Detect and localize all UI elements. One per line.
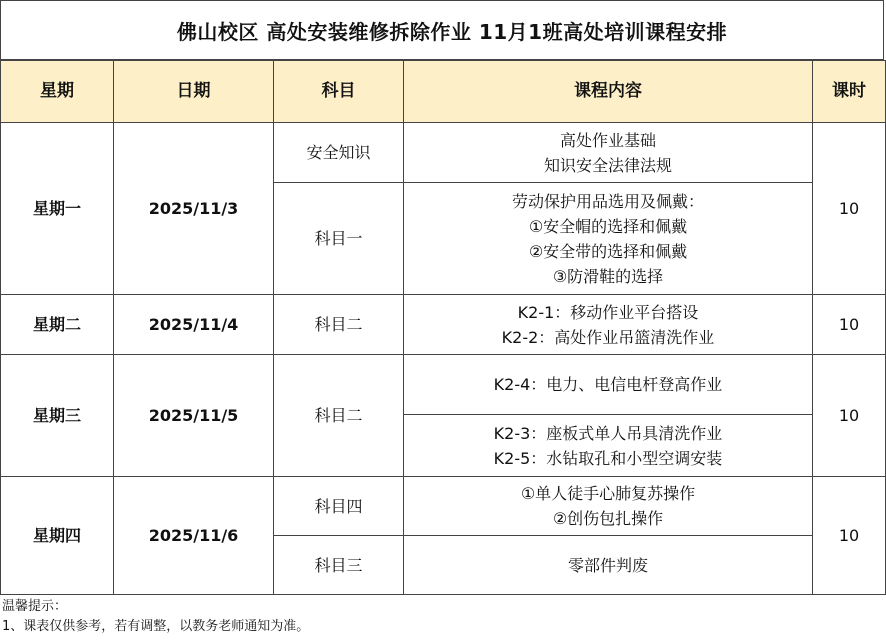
content-line: K2-2：高处作业吊篮清洗作业 [501, 327, 715, 347]
table-row [1, 477, 886, 536]
content-line: ③防滑鞋的选择 [552, 266, 664, 286]
header-subject: 科目 [274, 61, 404, 123]
hours-cell: 10 [813, 123, 886, 295]
subject-cell: 科目三 [274, 536, 404, 595]
content-cell [404, 123, 813, 183]
sheet-title-text: 佛山校区 高处安装维修拆除作业 11月1班高处培训课程安排 [176, 19, 728, 44]
content-line: 劳动保护用品选用及佩戴： [511, 191, 704, 211]
content-cell [404, 295, 813, 355]
subject-cell: 科目二 [274, 295, 404, 355]
hours-cell: 10 [813, 355, 886, 477]
hours-cell: 10 [813, 477, 886, 595]
content-line: ②创伤包扎操作 [552, 509, 664, 528]
content-line: ①单人徒手心肺复苏操作 [520, 484, 696, 503]
date-cell: 2025/11/6 [114, 477, 274, 595]
subject-cell: 科目一 [274, 183, 404, 295]
sheet-title [0, 0, 884, 60]
table-row [1, 355, 886, 415]
table-row [1, 295, 886, 355]
schedule-table [0, 60, 886, 595]
date-cell: 2025/11/5 [114, 355, 274, 477]
content-line: K2-3：座板式单人吊具清洗作业 [493, 423, 723, 443]
content-line: ①安全帽的选择和佩戴 [528, 216, 688, 236]
content-cell [404, 355, 813, 415]
date-cell: 2025/11/4 [114, 295, 274, 355]
content-line: 高处作业基础 [559, 130, 656, 150]
weekday-cell: 星期三 [1, 355, 114, 477]
content-line: K2-1：移动作业平台搭设 [517, 302, 699, 322]
content-line: K2-4：电力、电信电杆登高作业 [493, 375, 723, 394]
content-line: K2-5：水钻取孔和小型空调安装 [493, 448, 723, 468]
weekday-cell: 星期二 [1, 295, 114, 355]
content-cell [404, 536, 813, 595]
notes-heading: 温馨提示： [2, 599, 68, 614]
content-line: 知识安全法律法规 [543, 155, 672, 175]
content-cell [404, 183, 813, 295]
header-content: 课程内容 [404, 61, 813, 123]
header-weekday: 星期 [1, 61, 114, 123]
header-date: 日期 [114, 61, 274, 123]
content-line: 零部件判废 [567, 555, 648, 575]
subject-cell: 安全知识 [274, 123, 404, 183]
notes [2, 597, 309, 637]
header-hours: 课时 [813, 61, 886, 123]
header-row [1, 61, 886, 123]
table-row [1, 123, 886, 183]
content-cell [404, 415, 813, 477]
content-line: ②安全带的选择和佩戴 [528, 241, 688, 261]
date-cell: 2025/11/3 [114, 123, 274, 295]
subject-cell: 科目四 [274, 477, 404, 536]
subject-cell: 科目二 [274, 355, 404, 477]
weekday-cell: 星期四 [1, 477, 114, 595]
hours-cell: 10 [813, 295, 886, 355]
content-cell [404, 477, 813, 536]
notes-line: 1、课表仅供参考，若有调整，以教务老师通知为准。 [2, 619, 310, 634]
weekday-cell: 星期一 [1, 123, 114, 295]
